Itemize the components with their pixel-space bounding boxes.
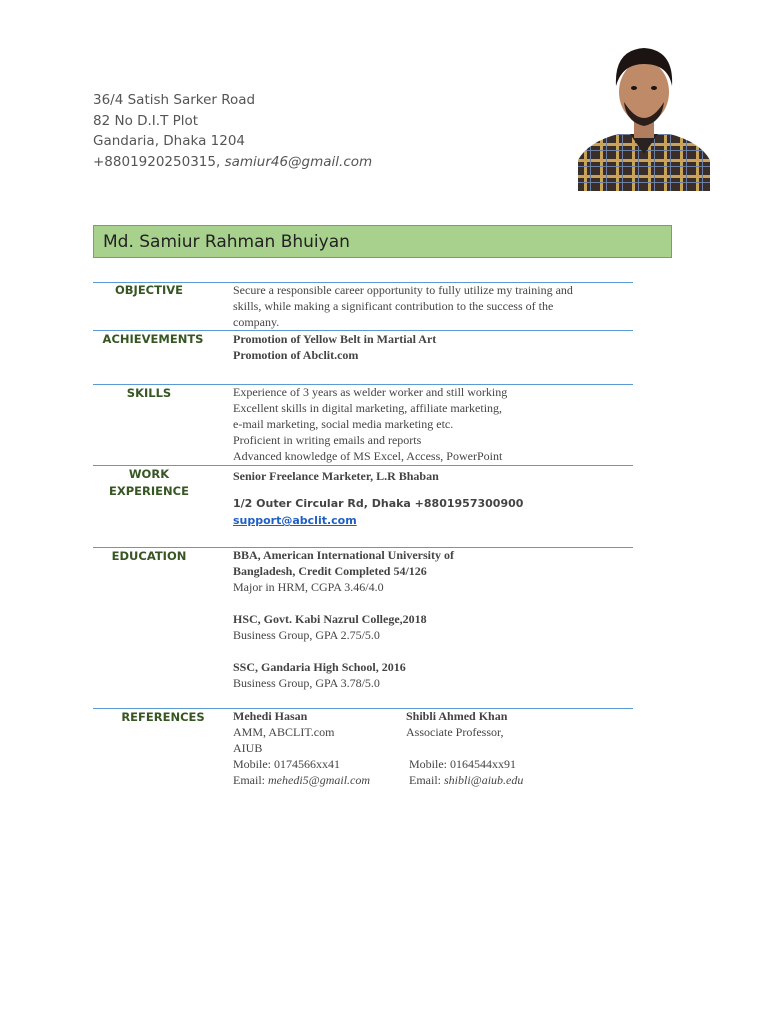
achievement-item: Promotion of Abclit.com xyxy=(233,348,359,362)
phone-email-line xyxy=(93,152,372,173)
ref1-email: mehedi5@gmail.com xyxy=(268,773,371,787)
section-label-education: EDUCATION xyxy=(111,549,187,563)
objective-line: skills, while making a significant contribution to the success of the xyxy=(233,299,554,313)
work-label-line: EXPERIENCE xyxy=(109,484,189,498)
full-name: Md. Samiur Rahman Bhuiyan xyxy=(103,232,350,252)
email: samiur46@gmail.com xyxy=(224,153,373,170)
job-title: Senior Freelance Marketer, L.R Bhaban xyxy=(233,469,439,483)
edu-bba-detail: Major in HRM, CGPA 3.46/4.0 xyxy=(233,580,384,594)
section-label-objective: OBJECTIVE xyxy=(115,283,183,297)
edu-ssc-detail: Business Group, GPA 3.78/5.0 xyxy=(233,676,380,690)
section-label-references: REFERENCES xyxy=(121,710,205,724)
work-address: 1/2 Outer Circular Rd, Dhaka +8801957300900 xyxy=(233,497,524,510)
ref2-email: shibli@aiub.edu xyxy=(444,773,524,787)
profile-photo xyxy=(578,42,710,191)
section-label-work xyxy=(94,466,204,500)
reference-1 xyxy=(233,708,370,788)
ref1-org: AMM, ABCLIT.com xyxy=(233,725,335,739)
skills-text xyxy=(233,384,507,464)
ref1-org: AIUB xyxy=(233,741,263,755)
objective-line: Secure a responsible career opportunity to fully utilize my training and xyxy=(233,283,573,297)
skill-item: Advanced knowledge of MS Excel, Access, PowerPoint xyxy=(233,449,503,463)
address-line-3: Gandaria, Dhaka 1204 xyxy=(93,133,246,149)
phone: +8801920250315, xyxy=(93,153,225,170)
objective-text xyxy=(233,282,573,330)
contact-block xyxy=(93,90,372,172)
reference-2 xyxy=(406,708,523,788)
ref2-email-line xyxy=(406,772,523,788)
section-label-skills: SKILLS xyxy=(126,386,172,400)
ref1-name: Mehedi Hasan xyxy=(233,709,308,723)
edu-bba-line: BBA, American International University of xyxy=(233,548,454,562)
objective-line: company. xyxy=(233,315,280,329)
skill-item: Excellent skills in digital marketing, affiliate marketing, xyxy=(233,401,503,415)
education-text xyxy=(233,547,454,691)
ref2-email-label: Email: xyxy=(409,773,444,787)
ref2-name: Shibli Ahmed Khan xyxy=(406,709,508,723)
ref2-mobile: Mobile: 0164544xx91 xyxy=(409,757,516,771)
work-email-link[interactable]: support@abclit.com xyxy=(233,514,357,527)
ref2-title: Associate Professor, xyxy=(406,725,504,739)
achievements-text xyxy=(233,331,436,363)
name-bar xyxy=(93,225,672,258)
skill-item: Proficient in writing emails and reports xyxy=(233,433,422,447)
address-line-1: 36/4 Satish Sarker Road xyxy=(93,92,256,108)
work-contact xyxy=(233,496,523,529)
skill-item: e-mail marketing, social media marketing etc. xyxy=(233,417,454,431)
skill-item: Experience of 3 years as welder worker and still working xyxy=(233,385,508,399)
edu-bba-line: Bangladesh, Credit Completed 54/126 xyxy=(233,564,427,578)
address-line-2: 82 No D.I.T Plot xyxy=(93,112,199,129)
work-text xyxy=(233,468,439,484)
edu-hsc-detail: Business Group, GPA 2.75/5.0 xyxy=(233,628,380,642)
edu-hsc: HSC, Govt. Kabi Nazrul College,2018 xyxy=(233,612,427,626)
work-label-line: WORK xyxy=(128,467,170,481)
section-label-achievements: ACHIEVEMENTS xyxy=(102,332,204,346)
edu-ssc: SSC, Gandaria High School, 2016 xyxy=(233,660,406,674)
ref1-email-label: Email: xyxy=(233,773,268,787)
ref1-mobile: Mobile: 0174566xx41 xyxy=(233,757,340,771)
achievement-item: Promotion of Yellow Belt in Martial Art xyxy=(233,332,437,346)
ref1-email-line xyxy=(233,772,370,788)
